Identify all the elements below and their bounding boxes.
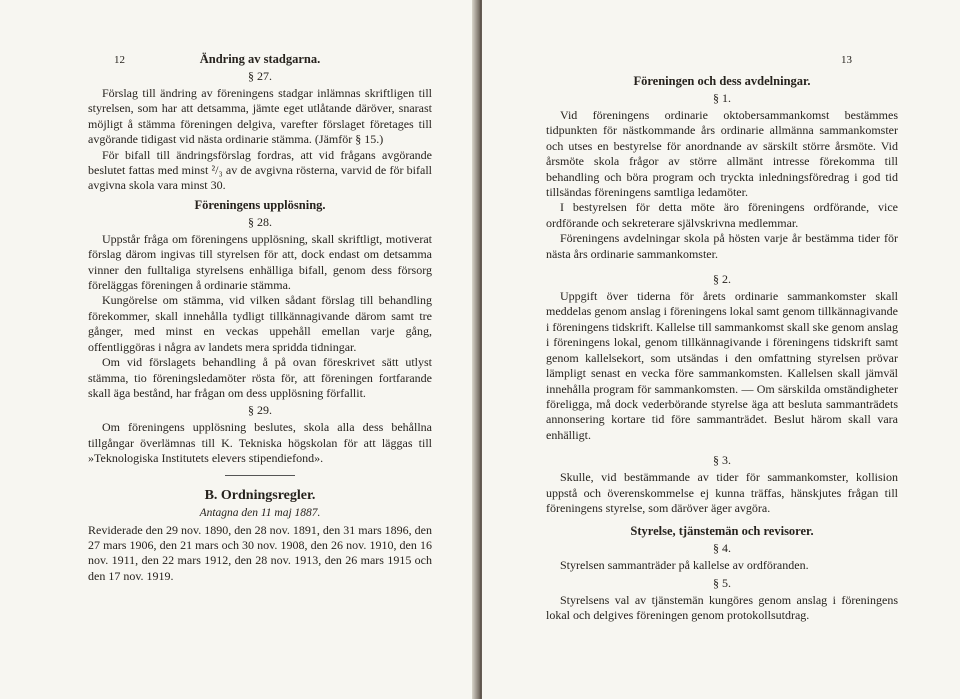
page-number-left: 12 — [114, 54, 125, 66]
heading-stadgar-change: Ändring av stadgarna. — [199, 52, 321, 66]
paragraph-text: Styrelsen sammanträder på kallelse av ordföranden. — [560, 558, 809, 573]
paragraph-text: Uppstår fråga om föreningens upplösning, skall skriftligt, motiverat förslag därom ingivas till styrelsen för att, dock endast om detsamma vinner den fulltaliga styrelsens enhälliga bifall, genom dess försorg föreläggas föreningen å ordinarie stämma. — [88, 231, 432, 293]
section-title-b: B. Ordningsregler. — [204, 487, 316, 503]
paragraph-number-2: § 2. — [713, 272, 731, 287]
paragraph-text: Om föreningens upplösning beslutes, skola alla dess behållna tillgångar överlämnas till K. Tekniska högskolan för att läggas till »Teknologiska Institutets elevers stipendiefond». — [88, 420, 432, 466]
paragraph-text: Uppgift över tiderna för årets ordinarie sammankomster skall meddelas genom anslag i föreningens lokal samt genom tillkännagivande i föreningens tidskrift. Kallelse till sammankomst skall ske genom anslag i föreningens lokal, genom tillkännagivande i föreningens tidskrift samt genom kallelsekort, som utsändas i den omfattning styrelsen prövar lämpligt senast en vecka före sammankomsten. Kallelsen skall jämväl innehålla program för sammankomsten. — Om särskilda omständigheter föreligga, må dock vederbörande styrelse äga att besluta sammanträdets annonsering kortare tid före sammanträdet. Beslut härom skall vara enhälligt. — [546, 289, 898, 442]
paragraph-number-5: § 5. — [713, 575, 731, 590]
paragraph-text: Om vid förslagets behandling å på ovan föreskrivet sätt utlyst stämma, tio föreningsledamöter rösta för, att föreningen fortfarande skall äga bestånd, har frågan om dess upplösning förfallit. — [88, 355, 432, 400]
paragraph-text: Förslag till ändring av föreningens stadgar inlämnas skriftligen till styrelsen, som har att detsamma, jämte eget utlåtande däröver, snarast möjligt å stämma föreningen delgiva, varefter förslaget företages till avgörande tidigast vid nästa ordinarie stämma. (Jämför § 15.) — [88, 86, 432, 147]
paragraph-number-4: § 4. — [713, 541, 731, 556]
heading-board: Styrelse, tjänstemän och revisorer. — [630, 524, 814, 539]
left-page — [0, 0, 478, 699]
paragraph-number-29: § 29. — [248, 403, 272, 418]
adopted-date: Antagna den 11 maj 1887. — [199, 506, 321, 519]
divider-rule — [225, 475, 295, 476]
paragraph-text: För bifall till ändringsförslag fordras, att vid frågans avgörande beslutet fattas med minst ²/₃ av de avgivna rösterna, varvid de för bifall avgivna skola vara minst 30. — [88, 147, 432, 193]
paragraph-number-3: § 3. — [713, 453, 731, 468]
paragraph-text: Vid föreningens ordinarie oktobersammankomst bestämmes tidpunkten för nästkommande års ordinarie allmänna sammankomster och utses en bestyrelse för anordnande av särskilt större årsmöte. Vid årsmöte skola frågor av större allmänt intresse förekomma till behandling och böra program och tryckta inledningsföredrag i god tid tillsändas föreningens samtliga ledamöter. — [546, 108, 898, 200]
heading-sections: Föreningen och dess avdelningar. — [633, 74, 811, 88]
paragraph-text: Skulle, vid bestämmande av tider för sammankomster, kollision uppstå och överenskommelse ej kunna träffas, hänskjutes frågan till föreningens styrelse, som däröver äger avgöra. — [546, 470, 898, 515]
paragraph-text: Kungörelse om stämma, vid vilken sådant förslag till behandling förekommer, skall innehålla tydligt tillkännagivande därom samt tre gånger, med minst en veckas uppehåll emellan varje gång, offentliggöras i några av landets mera spridda tidningar. — [88, 293, 432, 354]
paragraph-number-27: § 27. — [248, 69, 272, 83]
page-number-right: 13 — [841, 54, 852, 66]
paragraph-number-1: § 1. — [713, 91, 731, 105]
paragraph-number-28: § 28. — [248, 214, 272, 229]
paragraph-text: Styrelsens val av tjänstemän kungöres genom anslag i föreningens lokal och delgives föreningen genom protokollsutdrag. — [546, 592, 898, 623]
paragraph-text: I bestyrelsen för detta möte äro föreningens ordförande, vice ordförande och sekreterare självskrivna medlemmar. — [546, 200, 898, 230]
revision-dates: Reviderade den 29 nov. 1890, den 28 nov. 1891, den 31 mars 1896, den 27 mars 1906, den 21 mars och 30 nov. 1908, den 26 nov. 1910, den 16 nov. 1911, den 22 mars 1912, den 28 nov. 1913, den 26 mars 1915 och den 17 nov. 1919. — [88, 522, 432, 583]
right-page — [482, 0, 960, 699]
paragraph-text: Föreningens avdelningar skola på hösten varje år bestämma tider för nästa års ordinarie sammankomster. — [546, 231, 898, 261]
heading-dissolution: Föreningens upplösning. — [194, 197, 326, 212]
